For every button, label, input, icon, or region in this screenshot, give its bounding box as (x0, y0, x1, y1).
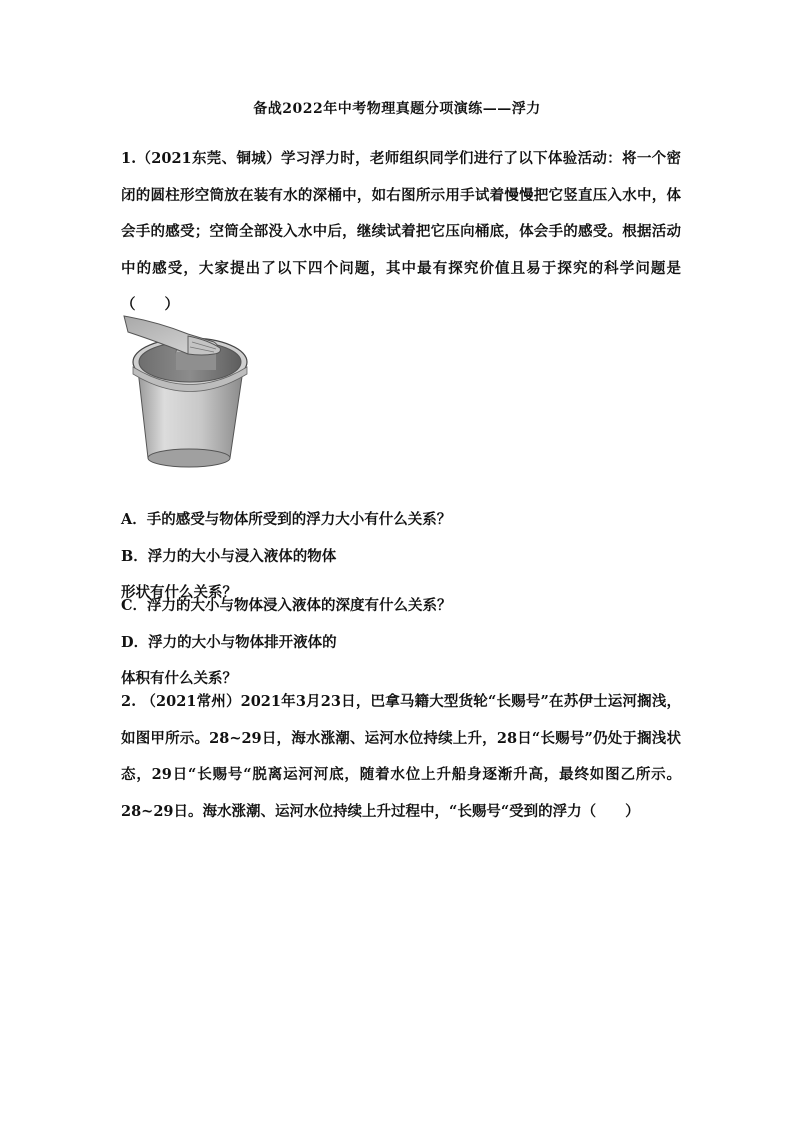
page-title: 备战2022年中考物理真题分项演练——浮力 (253, 101, 541, 117)
question-1-text: 1.（2021东莞、铜城）学习浮力时，老师组织同学们进行了以下体验活动：将一个密闭的圆柱形空筒放在装有水的深桶中，如右图所示用手试着慢慢把它竖直压入水中，体会手的感受；空筒全部没入水中后，继续试着把它压向桶底，体会手的感受。根据活动中的感受，大家提出了以下四个问题，其中最有探究价值且易于探究的科学问题是（ ） (121, 150, 681, 313)
option-b: B．浮力的大小与浸入液体的物体 (121, 547, 337, 565)
hand-pressing-cylinder-into-bucket-illustration (118, 312, 258, 472)
question-2-text: 2. （2021常州）2021年3月23日，巴拿马籍大型货轮“长赐号”在苏伊士运河搁浅，如图甲所示。28~29日，海水涨潮、运河水位持续上升，28日“长赐号”仍处于搁浅状态，29日“长赐号“脱离运河河底，随着水位上升船身逐渐升高，最终如图乙所示。28~29日。海水涨潮、运河水位持续上升过程中，“长赐号“受到的浮力（ ） (121, 693, 681, 820)
question-1-options-cd (121, 588, 681, 698)
option-d-continued: 体积有什么关系？ (121, 670, 237, 687)
option-a: A．手的感受与物体所受到的浮力大小有什么关系？ (121, 511, 452, 528)
option-c: C．浮力的大小与物体浸入液体的深度有什么关系？ (121, 597, 452, 614)
option-d: D．浮力的大小与物体排开液体的 (121, 633, 337, 651)
option-b-continued: 形状有什么关系？ (121, 584, 237, 601)
